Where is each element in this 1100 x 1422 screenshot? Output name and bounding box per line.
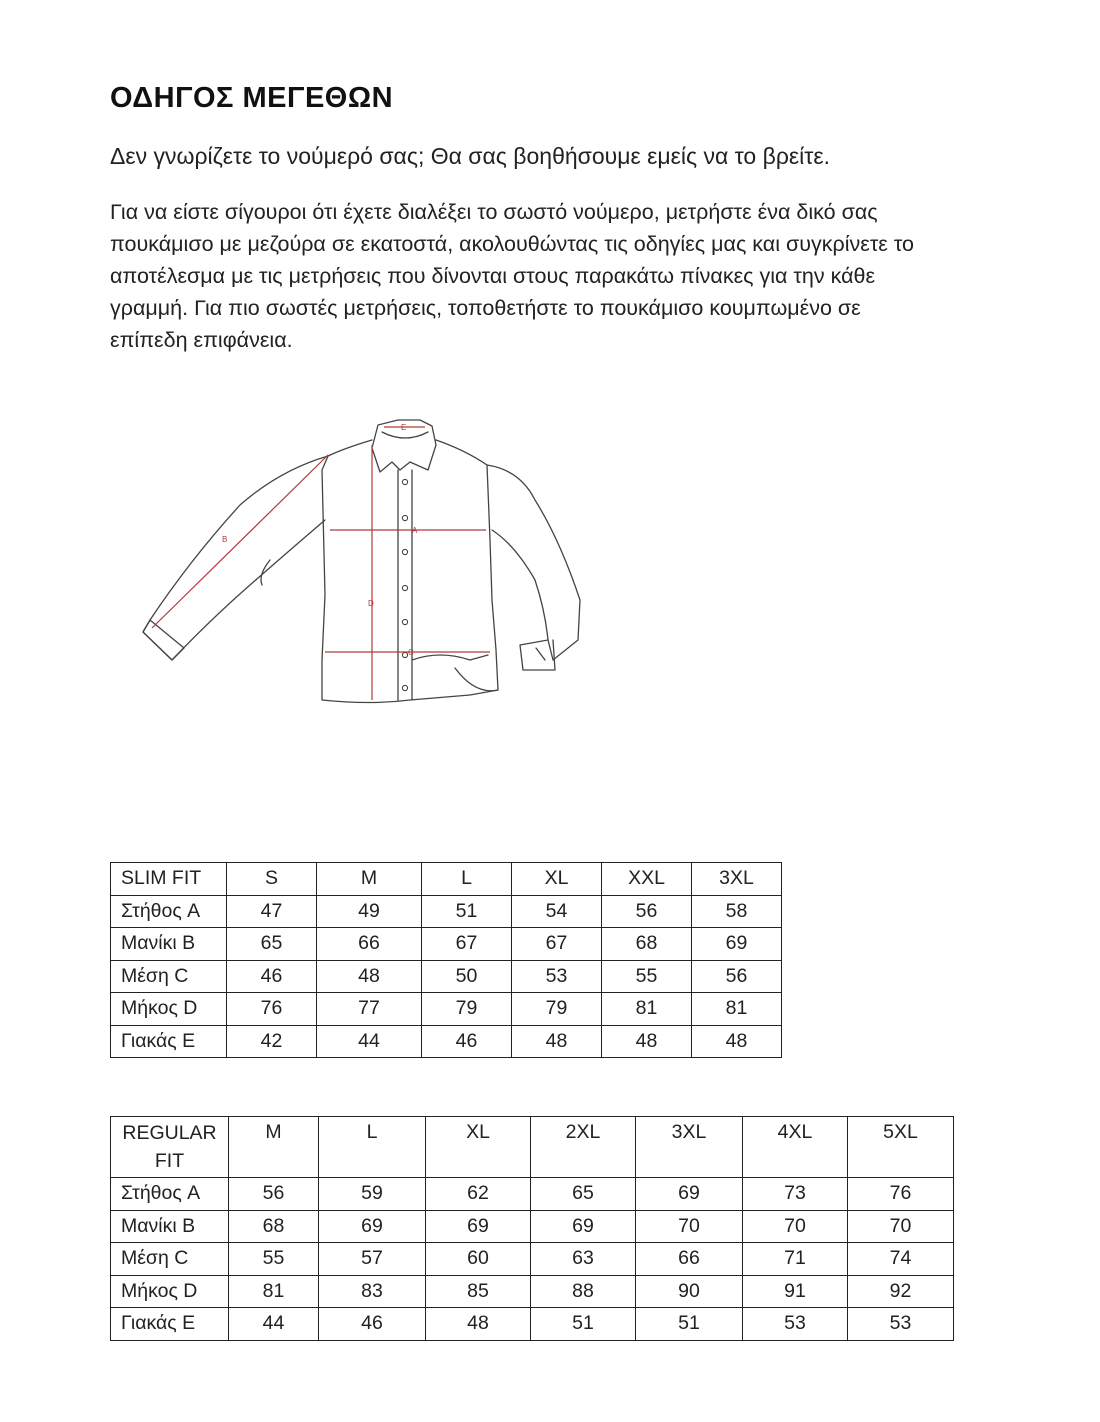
table-cell: 69 <box>692 928 782 961</box>
size-header: M <box>317 863 422 896</box>
paragraph-line: γραμμή. Για πιο σωστές μετρήσεις, τοποθετήστε το πουκάμισο κουμπωμένο σε <box>110 296 861 320</box>
size-header: XL <box>512 863 602 896</box>
table-cell: 56 <box>229 1178 319 1211</box>
table-row <box>111 1178 954 1211</box>
table-cell: 55 <box>602 960 692 993</box>
table-cell: 48 <box>512 1025 602 1058</box>
table-row <box>111 928 782 961</box>
table-cell: 62 <box>426 1178 531 1211</box>
table-cell: 83 <box>319 1275 426 1308</box>
table-cell: 46 <box>422 1025 512 1058</box>
table-cell: 63 <box>531 1243 636 1276</box>
table-cell: 58 <box>692 895 782 928</box>
table-cell: 81 <box>692 993 782 1026</box>
table-cell: 53 <box>743 1308 848 1341</box>
slim-fit-size-table <box>110 862 782 1058</box>
table-cell: 85 <box>426 1275 531 1308</box>
table-row <box>111 960 782 993</box>
table-cell: 67 <box>512 928 602 961</box>
table-cell: 51 <box>531 1308 636 1341</box>
table-cell: 66 <box>636 1243 743 1276</box>
table-cell: 46 <box>319 1308 426 1341</box>
row-label: Μέση C <box>111 960 227 993</box>
table-cell: 49 <box>317 895 422 928</box>
table-cell: 70 <box>848 1210 954 1243</box>
table-cell: 54 <box>512 895 602 928</box>
right-sleeve <box>487 465 580 660</box>
table-row <box>111 1210 954 1243</box>
row-label: Μήκος D <box>111 1275 229 1308</box>
table-cell: 67 <box>422 928 512 961</box>
table-cell: 50 <box>422 960 512 993</box>
table-cell: 46 <box>227 960 317 993</box>
table-cell: 70 <box>636 1210 743 1243</box>
table-cell: 69 <box>426 1210 531 1243</box>
label-a: A <box>412 526 418 535</box>
table-cell: 88 <box>531 1275 636 1308</box>
table-cell: 59 <box>319 1178 426 1211</box>
size-header: S <box>227 863 317 896</box>
page-title: ΟΔΗΓΟΣ ΜΕΓΕΘΩΝ <box>110 82 394 114</box>
table-cell: 91 <box>743 1275 848 1308</box>
table-cell: 81 <box>602 993 692 1026</box>
label-c: C <box>408 648 414 657</box>
table-cell: 51 <box>422 895 512 928</box>
table-cell: 90 <box>636 1275 743 1308</box>
row-label: Μανίκι B <box>111 928 227 961</box>
table-row <box>111 895 782 928</box>
table-cell: 69 <box>636 1178 743 1211</box>
size-header: 2XL <box>531 1117 636 1178</box>
table-cell: 48 <box>692 1025 782 1058</box>
row-label: Μήκος D <box>111 993 227 1026</box>
table-cell: 60 <box>426 1243 531 1276</box>
row-label: Στήθος A <box>111 895 227 928</box>
left-cuff <box>143 620 184 660</box>
regular-fit-size-table <box>110 1116 954 1341</box>
size-header: XXL <box>602 863 692 896</box>
table-cell: 79 <box>422 993 512 1026</box>
table-header-row <box>111 1117 954 1178</box>
table-cell: 73 <box>743 1178 848 1211</box>
measure-b-sleeve <box>152 455 328 628</box>
table-cell: 79 <box>512 993 602 1026</box>
table-header-row <box>111 863 782 896</box>
table-cell: 69 <box>319 1210 426 1243</box>
table-cell: 65 <box>531 1178 636 1211</box>
size-header: M <box>229 1117 319 1178</box>
paragraph-line: αποτέλεσμα με τις μετρήσεις που δίνονται στους παρακάτω πίνακες για την κάθε <box>110 264 876 288</box>
table-cell: 92 <box>848 1275 954 1308</box>
table-cell: 48 <box>317 960 422 993</box>
table-cell: 53 <box>512 960 602 993</box>
table-cell: 56 <box>602 895 692 928</box>
button <box>402 549 407 554</box>
table-cell: 55 <box>229 1243 319 1276</box>
shirt-measurement-diagram <box>130 405 600 715</box>
table-cell: 68 <box>602 928 692 961</box>
table-cell: 71 <box>743 1243 848 1276</box>
label-e: E <box>401 423 407 432</box>
row-label: Γιακάς E <box>111 1025 227 1058</box>
header-label: SLIM FIT <box>111 863 227 896</box>
table-cell: 69 <box>531 1210 636 1243</box>
header-label-line: FIT <box>154 1150 185 1172</box>
table-cell: 74 <box>848 1243 954 1276</box>
size-header: 3XL <box>636 1117 743 1178</box>
table-cell: 76 <box>227 993 317 1026</box>
table-cell: 53 <box>848 1308 954 1341</box>
row-label: Γιακάς E <box>111 1308 229 1341</box>
size-header: 5XL <box>848 1117 954 1178</box>
size-header: 4XL <box>743 1117 848 1178</box>
table-cell: 66 <box>317 928 422 961</box>
paragraph-line: πουκάμισο με μεζούρα σε εκατοστά, ακολουθώντας τις οδηγίες μας και συγκρίνετε το <box>110 232 915 256</box>
instructions-paragraph <box>110 196 1010 356</box>
table-cell: 56 <box>692 960 782 993</box>
button <box>402 479 407 484</box>
size-header: 3XL <box>692 863 782 896</box>
table-cell: 76 <box>848 1178 954 1211</box>
table-row <box>111 1275 954 1308</box>
label-b: B <box>222 535 228 544</box>
table-cell: 48 <box>602 1025 692 1058</box>
table-cell: 68 <box>229 1210 319 1243</box>
collar-band <box>382 432 428 438</box>
page-subtitle: Δεν γνωρίζετε το νούμερό σας; Θα σας βοηθήσουμε εμείς να το βρείτε. <box>110 143 830 169</box>
paragraph-line: Για να είστε σίγουροι ότι έχετε διαλέξει το σωστό νούμερο, μετρήστε ένα δικό σας <box>110 200 878 224</box>
table-row <box>111 993 782 1026</box>
table-cell: 44 <box>229 1308 319 1341</box>
button <box>402 652 407 657</box>
table-row <box>111 1308 954 1341</box>
size-header: XL <box>426 1117 531 1178</box>
table-row <box>111 1243 954 1276</box>
table-cell: 57 <box>319 1243 426 1276</box>
size-header: L <box>319 1117 426 1178</box>
table-cell: 47 <box>227 895 317 928</box>
header-label <box>111 1117 229 1178</box>
table-cell: 70 <box>743 1210 848 1243</box>
label-d: D <box>368 599 374 608</box>
left-sleeve <box>143 456 328 660</box>
button <box>402 685 407 690</box>
header-label-line: REGULAR <box>122 1122 217 1144</box>
table-cell: 65 <box>227 928 317 961</box>
shirt-body <box>322 440 498 703</box>
table-cell: 81 <box>229 1275 319 1308</box>
table-cell: 42 <box>227 1025 317 1058</box>
table-cell: 44 <box>317 1025 422 1058</box>
row-label: Μανίκι B <box>111 1210 229 1243</box>
row-label: Στήθος A <box>111 1178 229 1211</box>
row-label: Μέση C <box>111 1243 229 1276</box>
size-header: L <box>422 863 512 896</box>
button <box>402 585 407 590</box>
table-cell: 51 <box>636 1308 743 1341</box>
table-row <box>111 1025 782 1058</box>
paragraph-line: επίπεδη επιφάνεια. <box>110 328 293 352</box>
table-cell: 48 <box>426 1308 531 1341</box>
button <box>402 619 407 624</box>
table-cell: 77 <box>317 993 422 1026</box>
button <box>402 515 407 520</box>
